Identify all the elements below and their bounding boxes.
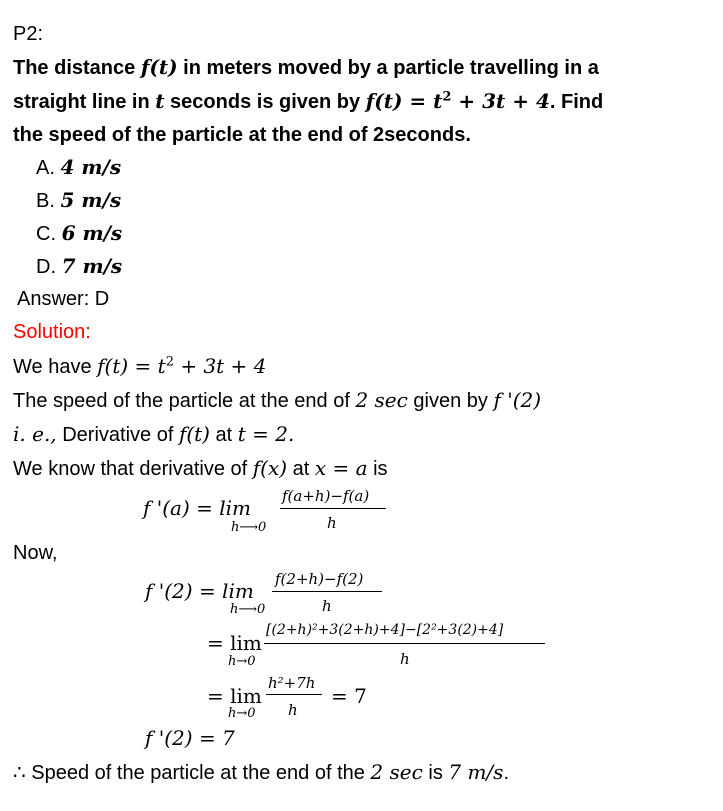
answer: Answer: D (17, 288, 110, 310)
def-numerator: f(a+h)−f(a) (282, 487, 370, 505)
s2-denominator: h (400, 650, 410, 668)
s1-lhs: f '(2) = lim (145, 579, 254, 603)
text: Derivative of (56, 424, 179, 446)
now-label: Now, (13, 542, 58, 564)
s1-lim-sub: h⟶0 (230, 602, 266, 617)
s3-fraction-bar (266, 694, 322, 695)
math: f(t) = t (97, 354, 166, 378)
solution-we-have (13, 354, 266, 379)
math-ft-eq: f(t) = t (365, 89, 443, 113)
option-c (36, 221, 122, 246)
option-d (36, 254, 122, 279)
problem-line-3: the speed of the particle at the end of 2seconds. (13, 124, 471, 146)
s1-denominator: h (322, 597, 332, 615)
def-lhs: f '(a) = lim (143, 496, 252, 520)
problem-line-2 (13, 89, 603, 114)
math: 2 sec (355, 388, 408, 412)
text: straight line in (13, 91, 156, 113)
def-lim-sub: h⟶0 (231, 520, 267, 535)
text: The speed of the particle at the end of (13, 390, 356, 412)
text: given by (407, 390, 494, 412)
math: t = 2. (237, 422, 295, 446)
text: seconds is given by (164, 91, 366, 113)
text: Speed of the particle at the end of the (25, 762, 371, 784)
text: The distance (13, 57, 141, 79)
option-value: 7 m/s (61, 254, 123, 278)
option-letter: D. (36, 256, 56, 278)
solution-know-line (13, 456, 388, 481)
option-letter: B. (36, 190, 55, 212)
text: . (503, 762, 509, 784)
s2-numerator: [(2+h)²+3(2+h)+4]−[2²+3(2)+4] (266, 622, 504, 638)
s1-numerator: f(2+h)−f(2) (275, 570, 364, 588)
s3-denominator: h (288, 701, 298, 719)
math: + 3t + 4 (173, 354, 267, 378)
option-value: 6 m/s (61, 221, 123, 245)
solution-speed-line (13, 388, 541, 413)
math: 2 sec (370, 760, 423, 784)
s3-rhs: = 7 (331, 684, 367, 708)
math-sup: 2 (442, 89, 452, 105)
def-fraction-bar (280, 508, 386, 509)
math: x = a (314, 456, 368, 480)
option-a (36, 155, 121, 180)
therefore-symbol: ∴ (13, 760, 26, 784)
option-letter: C. (36, 223, 56, 245)
text: We know that derivative of (13, 458, 253, 480)
math: f(x) (252, 456, 288, 480)
problem-line-1 (13, 55, 599, 80)
text: at (287, 458, 315, 480)
result: f '(2) = 7 (145, 726, 235, 750)
s3-numerator: h²+7h (268, 674, 316, 692)
text: at (209, 424, 238, 446)
option-b (36, 188, 121, 213)
math: f(t) (178, 422, 210, 446)
conclusion (13, 760, 509, 785)
option-value: 5 m/s (60, 188, 122, 212)
s1-fraction-bar (272, 591, 382, 592)
math-t: t (155, 89, 165, 113)
math: f '(2) (493, 388, 542, 412)
text: is (367, 458, 388, 480)
math: 7 m/s (448, 760, 504, 784)
text: is (422, 762, 449, 784)
s2-lim-sub: h→0 (228, 654, 256, 669)
s2-fraction-bar (264, 643, 545, 644)
s3-lim-sub: h→0 (228, 706, 256, 721)
solution-heading: Solution: (13, 321, 91, 343)
s3-lhs: = lim (207, 684, 262, 708)
solution-ie-line (13, 422, 294, 447)
problem-label: P2: (13, 23, 44, 45)
text: . Find (549, 91, 604, 113)
math: i. e., (13, 422, 57, 446)
math-ft-rest: + 3t + 4 (451, 89, 550, 113)
option-value: 4 m/s (60, 155, 122, 179)
option-letter: A. (36, 157, 55, 179)
math-ft: f(t) (140, 55, 178, 79)
s2-lhs: = lim (207, 631, 262, 655)
text: in meters moved by a particle travelling in a (177, 57, 599, 79)
text: We have (13, 356, 98, 378)
math-sup: 2 (165, 354, 174, 370)
def-denominator: h (327, 514, 337, 532)
